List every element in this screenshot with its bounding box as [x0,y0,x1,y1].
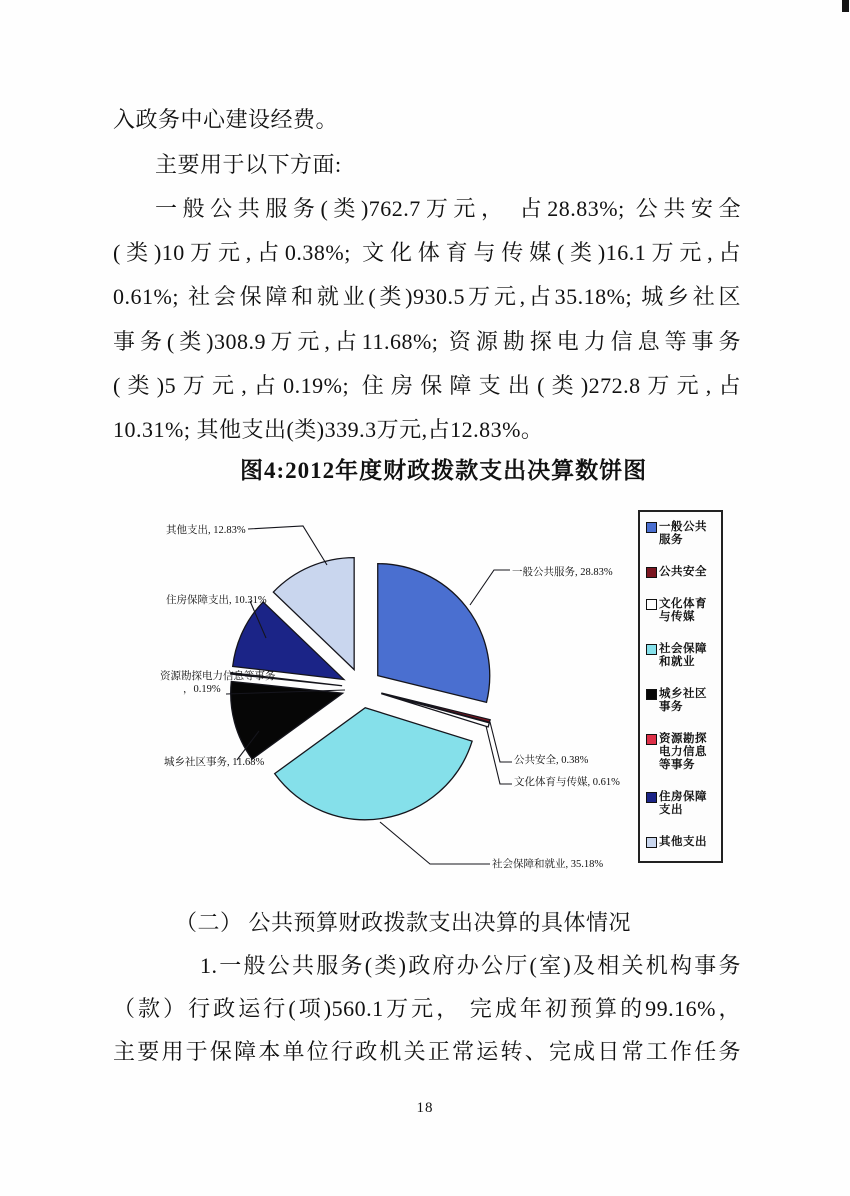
body-text-line: （二） 公共预算财政拨款支出决算的具体情况 [175,910,632,935]
legend-swatch-icon [646,689,657,700]
body-text-line: 1.一般公共服务(类)政府办公厅(室)及相关机构事务 [200,953,741,978]
pie-callout-text: 公共安全, 0.38% [514,755,589,766]
pie-callout-label [512,566,613,579]
figure-caption: 图4:2012年度财政拨款支出决算数饼图 [240,458,648,483]
body-text-line: 主要用于以下方面: [155,152,342,177]
legend-label: 一般公共服务 [659,521,707,546]
body-text-line: （款）行政运行(项)560.1万元， 完成年初预算的99.16%， [113,996,741,1021]
legend-item [646,791,719,817]
callout-leader-line [248,526,327,565]
legend-swatch-icon [646,837,657,848]
pie-callout-text: 住房保障支出, 10.31% [166,595,267,606]
pie-chart-figure [140,500,780,895]
pie-callout-label [492,858,603,871]
pie-callout-label [164,756,264,769]
legend-swatch-icon [646,734,657,745]
legend-swatch-icon [646,792,657,803]
body-text-line: 0.61%; 社会保障和就业(类)930.5万元,占35.18%; 城乡社区 [113,284,741,309]
scan-artifact-mark [842,0,849,12]
callout-leader-line [380,822,490,864]
pie-callout-label [160,670,276,696]
legend-item [646,598,719,624]
pie-slice [275,708,472,820]
pie-callout-label [166,594,267,607]
callout-leader-line [470,570,510,605]
legend-label: 文化体育与传媒 [659,598,707,623]
body-text-line: 入政务中心建设经费。 [113,107,339,132]
page-number: 18 [416,1100,434,1116]
pie-callout-text: 城乡社区事务, 11.68% [164,757,265,768]
legend-swatch-icon [646,567,657,578]
legend-swatch-icon [646,522,657,533]
body-text-line: 一般公共服务(类)762.7万元， 占28.83%; 公共安全 [155,196,741,221]
body-text-line: (类)5万元,占0.19%; 住房保障支出(类)272.8万元,占 [113,373,741,398]
body-text-line: 10.31%; 其他支出(类)339.3万元,占12.83%。 [113,417,544,442]
pie-callout-text: 资源勘探电力信息等事务 [160,671,276,682]
legend-swatch-icon [646,644,657,655]
legend-swatch-icon [646,599,657,610]
legend-label: 资源勘探电力信息等事务 [659,733,707,771]
legend-item [646,688,719,714]
pie-callout-text: ，0.19% [183,684,221,695]
pie-slice [378,564,490,703]
pie-callout-text: 文化体育与传媒, 0.61% [514,777,620,788]
legend-label: 住房保障支出 [659,791,707,816]
pie-callout-text: 其他支出, 12.83% [166,525,246,536]
pie-callout-text: 一般公共服务, 28.83% [512,567,613,578]
legend-label: 城乡社区事务 [659,688,707,713]
legend-label: 社会保障和就业 [659,643,707,668]
legend-item [646,521,719,547]
pie-callout-label [514,776,620,789]
body-text-line: 事务(类)308.9万元,占11.68%; 资源勘探电力信息等事务 [113,329,741,354]
legend-label: 其他支出 [659,836,707,848]
body-text-line: (类)10万元,占0.38%; 文化体育与传媒(类)16.1万元,占 [113,240,741,265]
legend-item [646,643,719,669]
pie-callout-label [514,754,588,767]
body-text-line: 主要用于保障本单位行政机关正常运转、完成日常工作任务 [113,1039,741,1064]
callout-leader-line [486,726,512,784]
legend-label: 公共安全 [659,566,707,578]
legend-item [646,566,719,579]
pie-callout-text: 社会保障和就业, 35.18% [492,859,604,870]
legend-item [646,733,719,772]
legend-item [646,836,719,849]
pie-callout-label [166,524,246,537]
chart-legend [638,510,723,863]
